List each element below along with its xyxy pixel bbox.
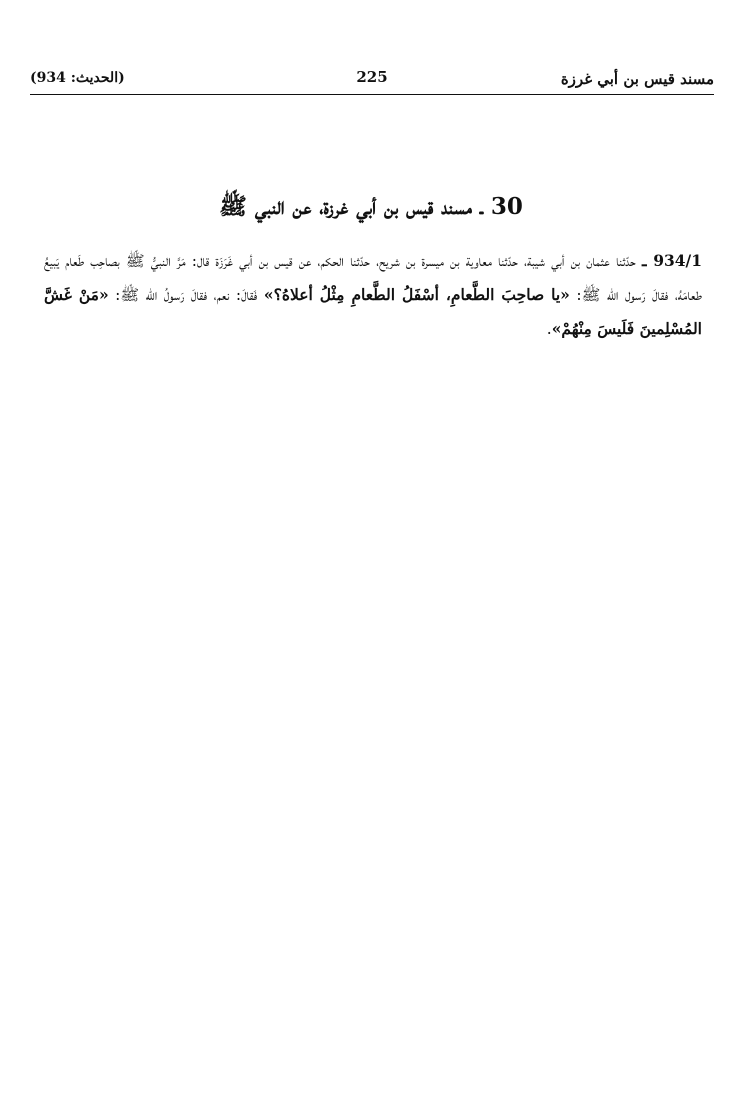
running-header	[30, 66, 714, 95]
hadith-number: 934/1 ـ	[642, 251, 702, 270]
header-hadith-reference: (الحديث: 934)	[30, 70, 125, 86]
hadith-quote-1: «يا صاحِبَ الطَّعامِ، أسْفَلُ الطَّعامِ مِثْلُ أعلاهُ؟»	[263, 285, 570, 304]
hadith-middle: فَقالَ: نعم، فقالَ رَسولُ الله ﷺ:	[108, 286, 264, 304]
hadith-end: .	[546, 320, 552, 338]
chapter-title: 30 ـ مسند قيس بن أبي غرزة، عن النبي ﷺ	[219, 193, 523, 220]
page-number: 225	[356, 68, 388, 86]
hadith-paragraph	[44, 244, 702, 346]
hadith-quote-2: «مَنْ غَشَّ المُسْلِمينَ فَلَيسَ مِنْهُمْ»	[44, 285, 702, 338]
header-section-title: مسند قيس بن أبي غرزة	[560, 70, 714, 88]
hadith-isnad: حدّثنا عثمان بن أبي شيبة، حدّثنا معاوية بن ميسرة بن شريح، حدّثنا الحكم، عن قيس بن أبي غَرَزَة قال: مَرَّ النبيُّ ﷺ بصاحِب طَعام يَبيعُ طعامَهُ، فقالَ رَسول الله ﷺ:	[44, 252, 702, 304]
